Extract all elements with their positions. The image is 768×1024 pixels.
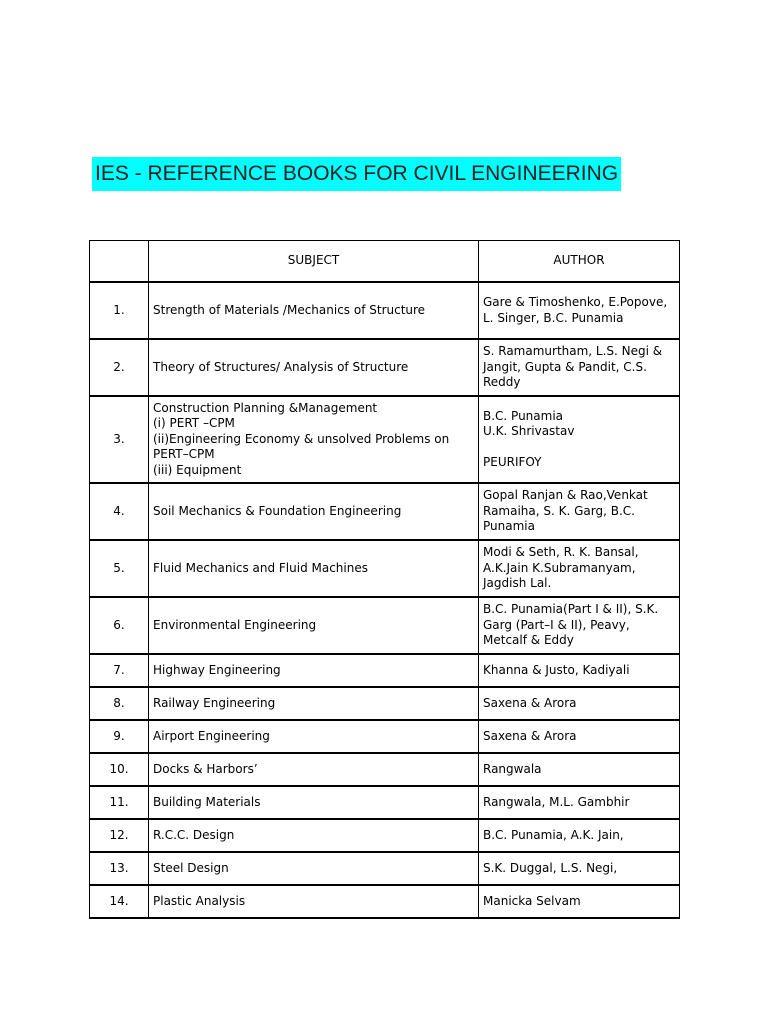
row-author: Rangwala [479, 753, 680, 786]
row-author: B.C. Punamia(Part I & II), S.K. Garg (Part–I & II), Peavy, Metcalf & Eddy [479, 597, 680, 654]
row-number: 5. [90, 540, 149, 597]
header-subject: SUBJECT [149, 241, 479, 283]
row-author: Gopal Ranjan & Rao,Venkat Ramaiha, S. K. Garg, B.C. Punamia [479, 483, 680, 540]
author-line: B.C. Punamia [483, 408, 564, 423]
header-author: AUTHOR [479, 241, 680, 283]
row-author: Saxena & Arora [479, 720, 680, 753]
row-author: Gare & Timoshenko, E.Popove, L. Singer, B.C. Punamia [479, 282, 680, 339]
row-author: Khanna & Justo, Kadiyali [479, 654, 680, 687]
table-row [90, 852, 680, 885]
header-num [90, 241, 149, 283]
row-author: Saxena & Arora [479, 687, 680, 720]
row-number: 1. [90, 282, 149, 339]
row-number: 3. [90, 396, 149, 483]
table-row [90, 339, 680, 396]
row-subject: R.C.C. Design [149, 819, 479, 852]
row-number: 14. [90, 885, 149, 918]
table-row [90, 396, 680, 483]
row-subject: Building Materials [149, 786, 479, 819]
table-row [90, 654, 680, 687]
author-line: U.K. Shrivastav [483, 424, 575, 438]
row-number: 10. [90, 753, 149, 786]
row-author: S. Ramamurtham, L.S. Negi & Jangit, Gupta & Pandit, C.S. Reddy [479, 339, 680, 396]
row-subject: Environmental Engineering [149, 597, 479, 654]
row-number: 9. [90, 720, 149, 753]
author-line: PEURIFOY [483, 455, 542, 469]
row-author: Modi & Seth, R. K. Bansal, A.K.Jain K.Subramanyam, Jagdish Lal. [479, 540, 680, 597]
row-subject [149, 396, 479, 483]
subject-line: (ii)Engineering Economy & unsolved Problems on [153, 431, 450, 446]
table-row [90, 885, 680, 918]
row-subject: Docks & Harbors’ [149, 753, 479, 786]
subject-line: (iii) Equipment [153, 462, 242, 477]
subject-line: PERT–CPM [153, 447, 215, 462]
table-row [90, 687, 680, 720]
row-author: S.K. Duggal, L.S. Negi, [479, 852, 680, 885]
row-subject: Railway Engineering [149, 687, 479, 720]
table-row [90, 483, 680, 540]
table-header-row [90, 241, 680, 283]
row-subject: Soil Mechanics & Foundation Engineering [149, 483, 479, 540]
table-row [90, 786, 680, 819]
table-row [90, 753, 680, 786]
table-row [90, 540, 680, 597]
row-author: Manicka Selvam [479, 885, 680, 918]
row-subject: Highway Engineering [149, 654, 479, 687]
row-number: 12. [90, 819, 149, 852]
row-number: 7. [90, 654, 149, 687]
table-row [90, 720, 680, 753]
row-number: 4. [90, 483, 149, 540]
page-title: IES - REFERENCE BOOKS FOR CIVIL ENGINEERING [92, 157, 621, 191]
subject-line: Construction Planning &Management [153, 400, 378, 415]
row-number: 6. [90, 597, 149, 654]
table-row [90, 282, 680, 339]
table-row [90, 597, 680, 654]
subject-line: (i) PERT –CPM [153, 416, 235, 431]
row-author [479, 396, 680, 483]
row-subject: Steel Design [149, 852, 479, 885]
row-subject: Airport Engineering [149, 720, 479, 753]
table-row [90, 819, 680, 852]
row-number: 11. [90, 786, 149, 819]
row-author: B.C. Punamia, A.K. Jain, [479, 819, 680, 852]
row-number: 2. [90, 339, 149, 396]
row-subject: Plastic Analysis [149, 885, 479, 918]
reference-books-table [89, 240, 680, 919]
author-gap [483, 440, 675, 456]
row-subject: Theory of Structures/ Analysis of Structure [149, 339, 479, 396]
row-subject: Fluid Mechanics and Fluid Machines [149, 540, 479, 597]
row-subject: Strength of Materials /Mechanics of Structure [149, 282, 479, 339]
row-author: Rangwala, M.L. Gambhir [479, 786, 680, 819]
row-number: 8. [90, 687, 149, 720]
row-number: 13. [90, 852, 149, 885]
